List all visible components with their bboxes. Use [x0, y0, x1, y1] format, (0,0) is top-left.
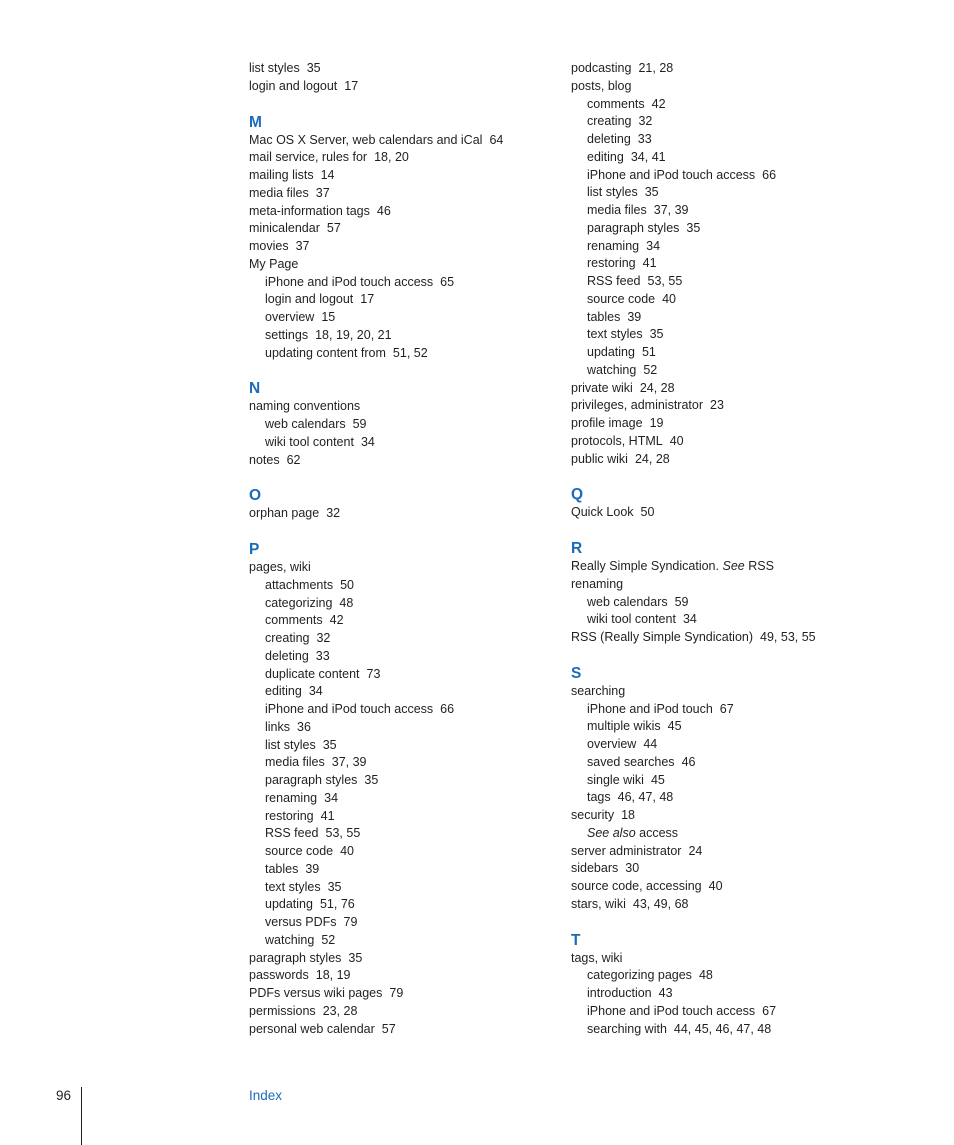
page-references: 18, 20 [374, 150, 409, 165]
page-references: 34 [646, 238, 661, 253]
index-entry [249, 256, 549, 274]
index-letter-n: N [249, 380, 261, 398]
index-term: iPhone and iPod touch access [265, 702, 434, 716]
index-entry [571, 78, 931, 96]
page-references: 17 [360, 292, 375, 307]
index-subentry [571, 202, 931, 220]
index-term: orphan page [249, 506, 320, 521]
index-column-left [249, 60, 549, 1038]
index-subentry [249, 754, 549, 772]
index-term: personal web calendar [249, 1021, 375, 1036]
page-references: 24, 28 [639, 380, 675, 395]
index-entry [249, 559, 549, 577]
index-term: tags, wiki [571, 950, 623, 965]
index-term: settings [265, 327, 309, 342]
index-term: links [265, 719, 291, 734]
index-term: paragraph styles [249, 950, 342, 965]
page-references: 66 [440, 702, 455, 716]
page-references: 35 [327, 879, 342, 894]
page-references: 41 [642, 256, 657, 271]
index-term: restoring [265, 808, 314, 823]
index-subentry [249, 861, 549, 879]
index-term: Quick Look [571, 505, 634, 520]
page-references: 46 [376, 203, 391, 218]
index-subentry [571, 149, 931, 167]
index-entry [249, 220, 549, 238]
page-references: 37, 39 [653, 203, 689, 217]
index-subentry [571, 167, 931, 185]
index-term: passwords [249, 968, 309, 983]
index-term: web calendars [587, 594, 668, 609]
index-entry [249, 185, 549, 203]
index-subentry [571, 718, 931, 736]
page-references: 18, 19, 20, 21 [315, 327, 392, 342]
index-entry [571, 950, 931, 968]
index-subentry [249, 345, 549, 363]
index-term: overview [265, 310, 315, 324]
page-references: 66 [762, 167, 777, 182]
page-number: 96 [56, 1088, 72, 1103]
page-references: 18 [621, 808, 635, 822]
page-references: 15 [321, 310, 336, 324]
index-entry [571, 629, 931, 647]
index-term: multiple wikis [587, 719, 661, 734]
index-subentry [249, 683, 549, 701]
page-references: 46 [681, 754, 696, 769]
index-term: renaming [265, 790, 318, 805]
index-term: privileges, administrator [571, 398, 703, 413]
index-term: naming conventions [249, 399, 361, 414]
page-references: 43 [658, 986, 673, 1000]
index-entry [249, 203, 549, 221]
index-subentry [571, 220, 931, 238]
page-references: 40 [669, 433, 684, 448]
index-entry [571, 504, 931, 522]
page-references: 33 [315, 648, 330, 663]
page-references: 65 [440, 274, 455, 289]
page-references: 34 [360, 434, 375, 449]
index-term: protocols, HTML [571, 433, 663, 448]
index-term: source code, accessing [571, 879, 702, 893]
footer-section-title: Index [249, 1088, 283, 1103]
index-term: tables [265, 861, 299, 876]
index-subentry [571, 1021, 931, 1039]
index-term: tags [587, 790, 611, 805]
index-subentry [249, 327, 549, 345]
index-term: RSS feed [265, 826, 319, 841]
page-references: 32 [316, 631, 331, 645]
page-references: 30 [625, 861, 640, 876]
index-term: Really Simple Syndication. [571, 559, 719, 573]
index-subentry [249, 879, 549, 897]
index-term: searching with [587, 1021, 667, 1036]
index-subentry [249, 719, 549, 737]
index-subentry [249, 914, 549, 932]
page-references: 18, 19 [315, 968, 351, 983]
page-references: 19 [649, 416, 664, 430]
page-references: 24 [688, 843, 703, 858]
page-references: 45 [667, 719, 682, 734]
page-references: 48 [339, 595, 354, 610]
index-subentry [571, 789, 931, 807]
page-references: 73 [366, 666, 381, 681]
index-entry [249, 238, 549, 256]
index-subentry [249, 843, 549, 861]
page-references: 42 [651, 96, 666, 111]
index-column-right [571, 60, 931, 1038]
index-term: wiki tool content [587, 612, 676, 627]
page-references: 23 [710, 398, 724, 413]
index-entry [571, 380, 931, 398]
index-term: minicalendar [249, 221, 320, 236]
page-references: 42 [329, 613, 344, 628]
page-references: 35 [686, 220, 701, 235]
index-subentry [571, 326, 931, 344]
index-letter-q: Q [571, 486, 584, 504]
page-references: 79 [389, 986, 404, 1000]
page-references: 34 [308, 684, 323, 699]
index-term: media files [587, 203, 647, 217]
index-term: web calendars [265, 417, 346, 431]
page-references: 40 [708, 879, 723, 893]
page-references: 53, 55 [647, 274, 683, 288]
index-term: editing [265, 684, 302, 699]
page-references: 51, 52 [392, 345, 428, 360]
page-references: 37 [295, 239, 310, 253]
page-references: 51 [641, 345, 656, 359]
index-subentry [249, 737, 549, 755]
index-subentry [249, 291, 549, 309]
page-references: 14 [320, 168, 335, 182]
index-entry [249, 78, 549, 96]
index-subentry [249, 416, 549, 434]
index-term: iPhone and iPod touch [587, 701, 713, 716]
index-term: text styles [265, 879, 321, 894]
index-entry [571, 683, 931, 701]
index-term: media files [249, 185, 309, 200]
index-term: source code [265, 844, 334, 858]
page-references: 67 [719, 701, 734, 716]
index-term: comments [265, 613, 323, 628]
index-entry [249, 950, 549, 968]
index-term: categorizing pages [587, 968, 692, 983]
page-references: 33 [637, 132, 652, 146]
index-term: deleting [587, 132, 631, 146]
index-term: iPhone and iPod touch access [587, 167, 756, 182]
index-subentry [249, 612, 549, 630]
index-term: comments [587, 96, 645, 111]
page-references: 46, 47, 48 [617, 790, 674, 805]
page-references: 39 [627, 309, 642, 324]
index-term: sidebars [571, 861, 619, 876]
page-references: 40 [662, 291, 677, 306]
index-subentry [571, 113, 931, 131]
page-references: 52 [643, 362, 658, 377]
index-term: deleting [265, 648, 309, 663]
index-subentry [571, 273, 931, 291]
index-subentry [249, 701, 549, 719]
index-subentry [249, 630, 549, 648]
index-term: posts, blog [571, 78, 632, 93]
index-term: pages, wiki [249, 560, 311, 574]
cross-reference-target: access [639, 825, 679, 840]
page-references: 41 [320, 808, 335, 823]
index-term: list styles [265, 737, 316, 752]
page-references: 21, 28 [638, 61, 674, 75]
index-term: stars, wiki [571, 896, 626, 911]
index-term: source code [587, 291, 656, 306]
index-term: meta-information tags [249, 203, 370, 218]
index-entry [249, 149, 549, 167]
index-term: renaming [571, 576, 624, 591]
cross-reference-target: RSS [748, 559, 774, 573]
index-subentry [571, 701, 931, 719]
index-entry [571, 576, 931, 594]
index-entry [571, 807, 931, 825]
index-term: watching [265, 932, 315, 947]
index-term: RSS feed [587, 274, 641, 288]
index-subentry [571, 736, 931, 754]
index-term: PDFs versus wiki pages [249, 986, 383, 1000]
index-subentry [571, 344, 931, 362]
index-subentry [249, 808, 549, 826]
page-references: 57 [381, 1021, 396, 1036]
page-references: 39 [305, 861, 320, 876]
index-term: iPhone and iPod touch access [587, 1003, 756, 1018]
index-term: updating content from [265, 345, 386, 360]
index-entry [571, 878, 931, 896]
index-term: list styles [249, 61, 300, 75]
index-term: renaming [587, 238, 640, 253]
index-term: server administrator [571, 843, 682, 858]
index-subentry [249, 434, 549, 452]
index-term: private wiki [571, 380, 633, 395]
index-term: paragraph styles [265, 773, 358, 787]
index-subentry [571, 754, 931, 772]
index-entry [571, 415, 931, 433]
index-entry [571, 60, 931, 78]
index-term: mailing lists [249, 168, 314, 182]
index-subentry [571, 184, 931, 202]
index-term: media files [265, 755, 325, 770]
page-references: 35 [306, 61, 321, 75]
index-subentry [571, 825, 931, 843]
index-letter-p: P [249, 541, 260, 558]
index-subentry [249, 648, 549, 666]
index-entry [571, 558, 931, 576]
index-term: wiki tool content [265, 434, 354, 449]
index-subentry [249, 274, 549, 292]
index-term: movies [249, 239, 289, 253]
page-references: 49, 53, 55 [760, 630, 816, 644]
page-references: 52 [321, 932, 336, 947]
index-subentry [571, 291, 931, 309]
index-term: categorizing [265, 595, 333, 610]
index-term: podcasting [571, 61, 632, 75]
index-term: overview [587, 737, 637, 751]
page-references: 43, 49, 68 [632, 896, 689, 911]
index-entry [571, 860, 931, 878]
index-term: notes [249, 452, 280, 467]
index-letter-s: S [571, 664, 582, 682]
page-references: 35 [649, 327, 664, 342]
page-references: 37, 39 [331, 755, 367, 770]
page-references: 59 [674, 594, 689, 609]
index-entry [249, 985, 549, 1003]
index-subentry [249, 790, 549, 808]
index-entry [571, 433, 931, 451]
page-references: 35 [322, 737, 337, 752]
index-entry [249, 132, 549, 150]
index-term: duplicate content [265, 666, 360, 681]
index-subentry [571, 611, 931, 629]
index-subentry [571, 362, 931, 380]
index-term: saved searches [587, 754, 675, 769]
index-term: updating [265, 897, 313, 912]
page-references: 53, 55 [325, 826, 361, 841]
index-subentry [249, 772, 549, 790]
index-term: attachments [265, 577, 334, 592]
index-entry [571, 896, 931, 914]
index-subentry [571, 255, 931, 273]
index-entry [249, 967, 549, 985]
index-subentry [249, 825, 549, 843]
index-term: login and logout [265, 292, 354, 307]
index-entry [249, 60, 549, 78]
index-term: single wiki [587, 772, 644, 787]
index-entry [571, 843, 931, 861]
index-subentry [249, 896, 549, 914]
index-term: profile image [571, 416, 643, 430]
page-references: 59 [352, 417, 367, 431]
index-term: tables [587, 309, 621, 324]
page-references: 67 [762, 1003, 777, 1018]
page-references: 57 [326, 221, 341, 236]
index-subentry [571, 1003, 931, 1021]
index-term: security [571, 808, 615, 822]
page-references: 32 [638, 114, 653, 129]
index-term: permissions [249, 1003, 316, 1018]
page-references: 79 [343, 915, 358, 929]
index-term: introduction [587, 986, 652, 1000]
page-references: 35 [348, 950, 363, 965]
page-references: 34 [324, 790, 339, 805]
index-subentry [571, 985, 931, 1003]
index-term: public wiki [571, 451, 628, 466]
index-term: restoring [587, 256, 636, 271]
index-term: creating [265, 631, 310, 645]
page-references: 36 [297, 719, 311, 734]
index-term: paragraph styles [587, 220, 680, 235]
page-references: 48 [698, 968, 713, 983]
page-references: 62 [286, 452, 301, 467]
index-term: updating [587, 345, 635, 359]
index-subentry [249, 932, 549, 950]
page-references: 44 [643, 737, 658, 751]
index-letter-m: M [249, 113, 262, 131]
page-references: 35 [364, 773, 379, 787]
index-entry [249, 1021, 549, 1039]
footer-divider [81, 1087, 82, 1145]
index-letter-r: R [571, 540, 583, 557]
index-subentry [249, 666, 549, 684]
index-term: Mac OS X Server, web calendars and iCal [249, 132, 483, 147]
page-references: 37 [315, 185, 330, 200]
index-entry [249, 505, 549, 523]
index-term: iPhone and iPod touch access [265, 274, 434, 289]
index-subentry [571, 309, 931, 327]
index-entry [249, 1003, 549, 1021]
page-references: 34, 41 [630, 149, 666, 164]
index-term: text styles [587, 327, 643, 342]
index-term: versus PDFs [265, 915, 337, 929]
index-term: login and logout [249, 78, 338, 93]
page-references: 32 [326, 506, 341, 521]
index-term: RSS (Really Simple Syndication) [571, 630, 754, 644]
index-subentry [571, 238, 931, 256]
page-references: 44, 45, 46, 47, 48 [673, 1021, 772, 1036]
index-entry [249, 398, 549, 416]
index-entry [571, 451, 931, 469]
index-term: creating [587, 114, 632, 129]
index-term: mail service, rules for [249, 150, 368, 165]
page-references: 23, 28 [322, 1003, 358, 1018]
index-term: list styles [587, 185, 638, 200]
page-references: 24, 28 [634, 451, 670, 466]
page-references: 45 [650, 772, 665, 787]
index-subentry [571, 594, 931, 612]
cross-reference-label: See [722, 559, 745, 573]
index-subentry [249, 577, 549, 595]
index-entry [249, 452, 549, 470]
page-references: 51, 76 [319, 897, 355, 912]
page-references: 17 [344, 78, 359, 93]
page-references: 50 [640, 505, 655, 520]
index-subentry [571, 96, 931, 114]
index-letter-t: T [571, 931, 581, 949]
index-subentry [571, 131, 931, 149]
page-references: 34 [682, 612, 697, 627]
index-subentry [249, 309, 549, 327]
index-term: searching [571, 683, 626, 698]
index-subentry [249, 595, 549, 613]
page-references: 64 [489, 132, 504, 147]
page-references: 40 [340, 844, 355, 858]
index-term: editing [587, 149, 624, 164]
index-term: watching [587, 362, 637, 377]
index-term: My Page [249, 256, 299, 271]
index-subentry [571, 772, 931, 790]
page-references: 50 [340, 577, 354, 592]
index-letter-o: O [249, 487, 262, 505]
index-subentry [571, 967, 931, 985]
cross-reference-label: See also [587, 825, 636, 840]
page-references: 35 [644, 185, 659, 200]
index-entry [249, 167, 549, 185]
index-entry [571, 397, 931, 415]
